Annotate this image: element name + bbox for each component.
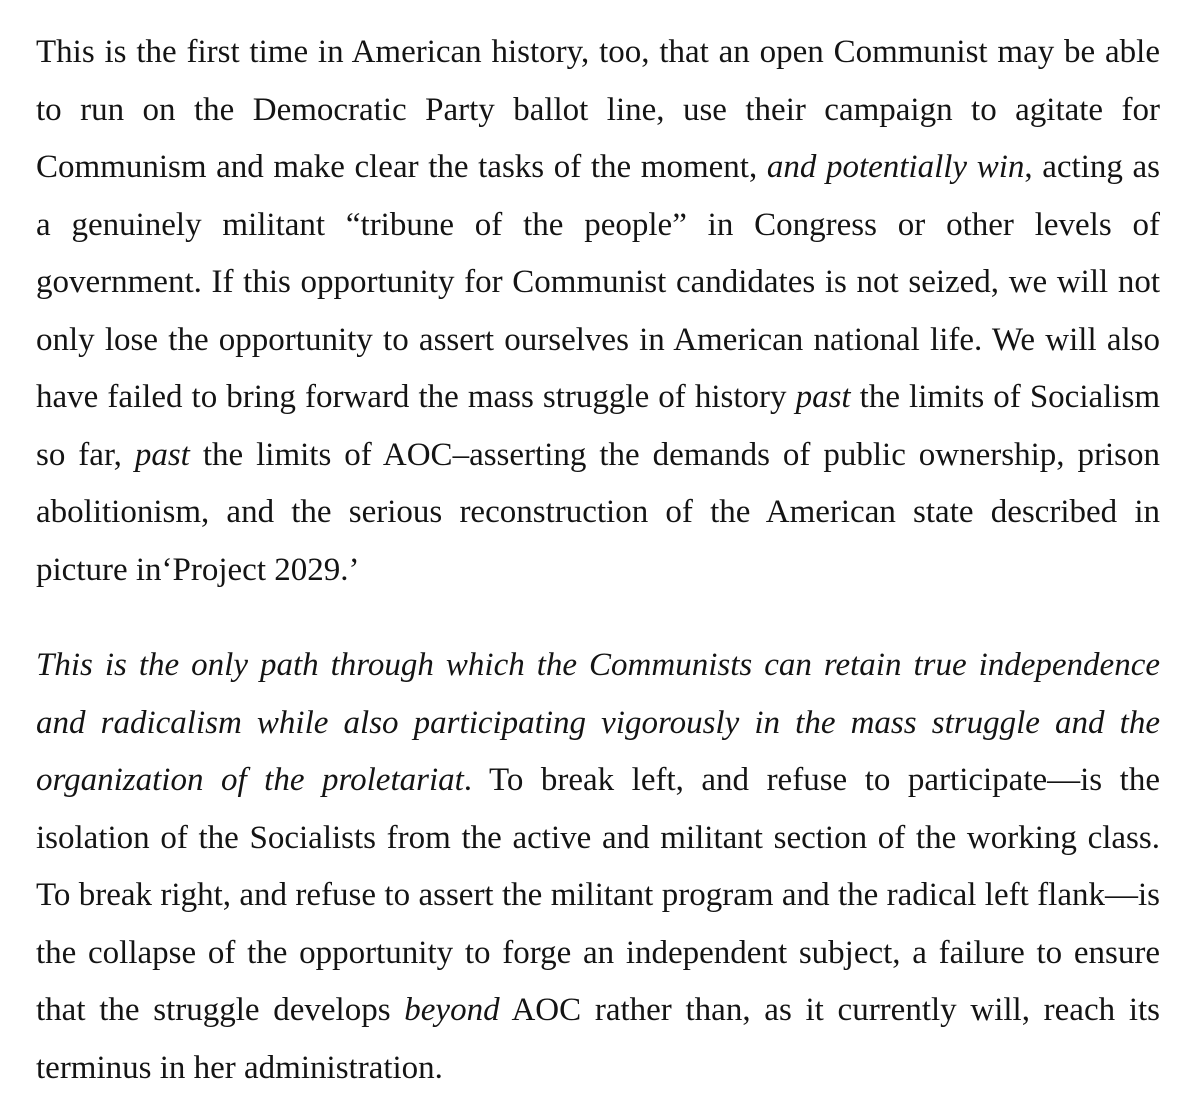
emphasis-segment: beyond [404,992,500,1028]
emphasis-segment: past [134,436,190,473]
text-segment: the limits of AOC–asserting the demands of public ownership, prison abolitionism, and the serious reconstruction of the American state described in picture in‘Project 2029.’ [36,436,1161,588]
emphasis-segment: and potentially win [766,149,1025,185]
text-segment: This is the first time in American history, too, that an open Communist may be able to run on the Democratic Party ballot line, use their campaign to agitate for Communism and make clear the tasks of the moment, [36,34,1160,185]
paragraph-1 [36,24,1160,599]
emphasis-segment: This is the only path through which the Communists can retain true independence and radicalism while also participating vigorously in the mass struggle and the organization of the proletariat [36,647,1160,798]
text-segment: . To break left, and refuse to participate—is the isolation of the Socialists from the active and militant section of the working class. To break right, and refuse to assert the militant program and the radical left flank—is the collapse of the opportunity to forge an independent subject, a failure to ensure that the struggle develops [36,762,1160,1028]
paragraph-2 [36,637,1160,1097]
text-segment: , acting as a genuinely militant “tribune of the people” in Congress or other levels of government. If this opportunity for Communist candidates is not seized, we will not only lose the opportunity to assert ourselves in American national life. We will also have failed to bring forward the mass struggle of history [36,149,1160,415]
text-segment: the limits of Socialism so far, [36,379,1160,473]
text-segment: AOC rather than, as it currently will, reach its terminus in her administration. [36,992,1160,1086]
emphasis-segment: past [795,379,851,415]
article-body [36,24,1160,1097]
